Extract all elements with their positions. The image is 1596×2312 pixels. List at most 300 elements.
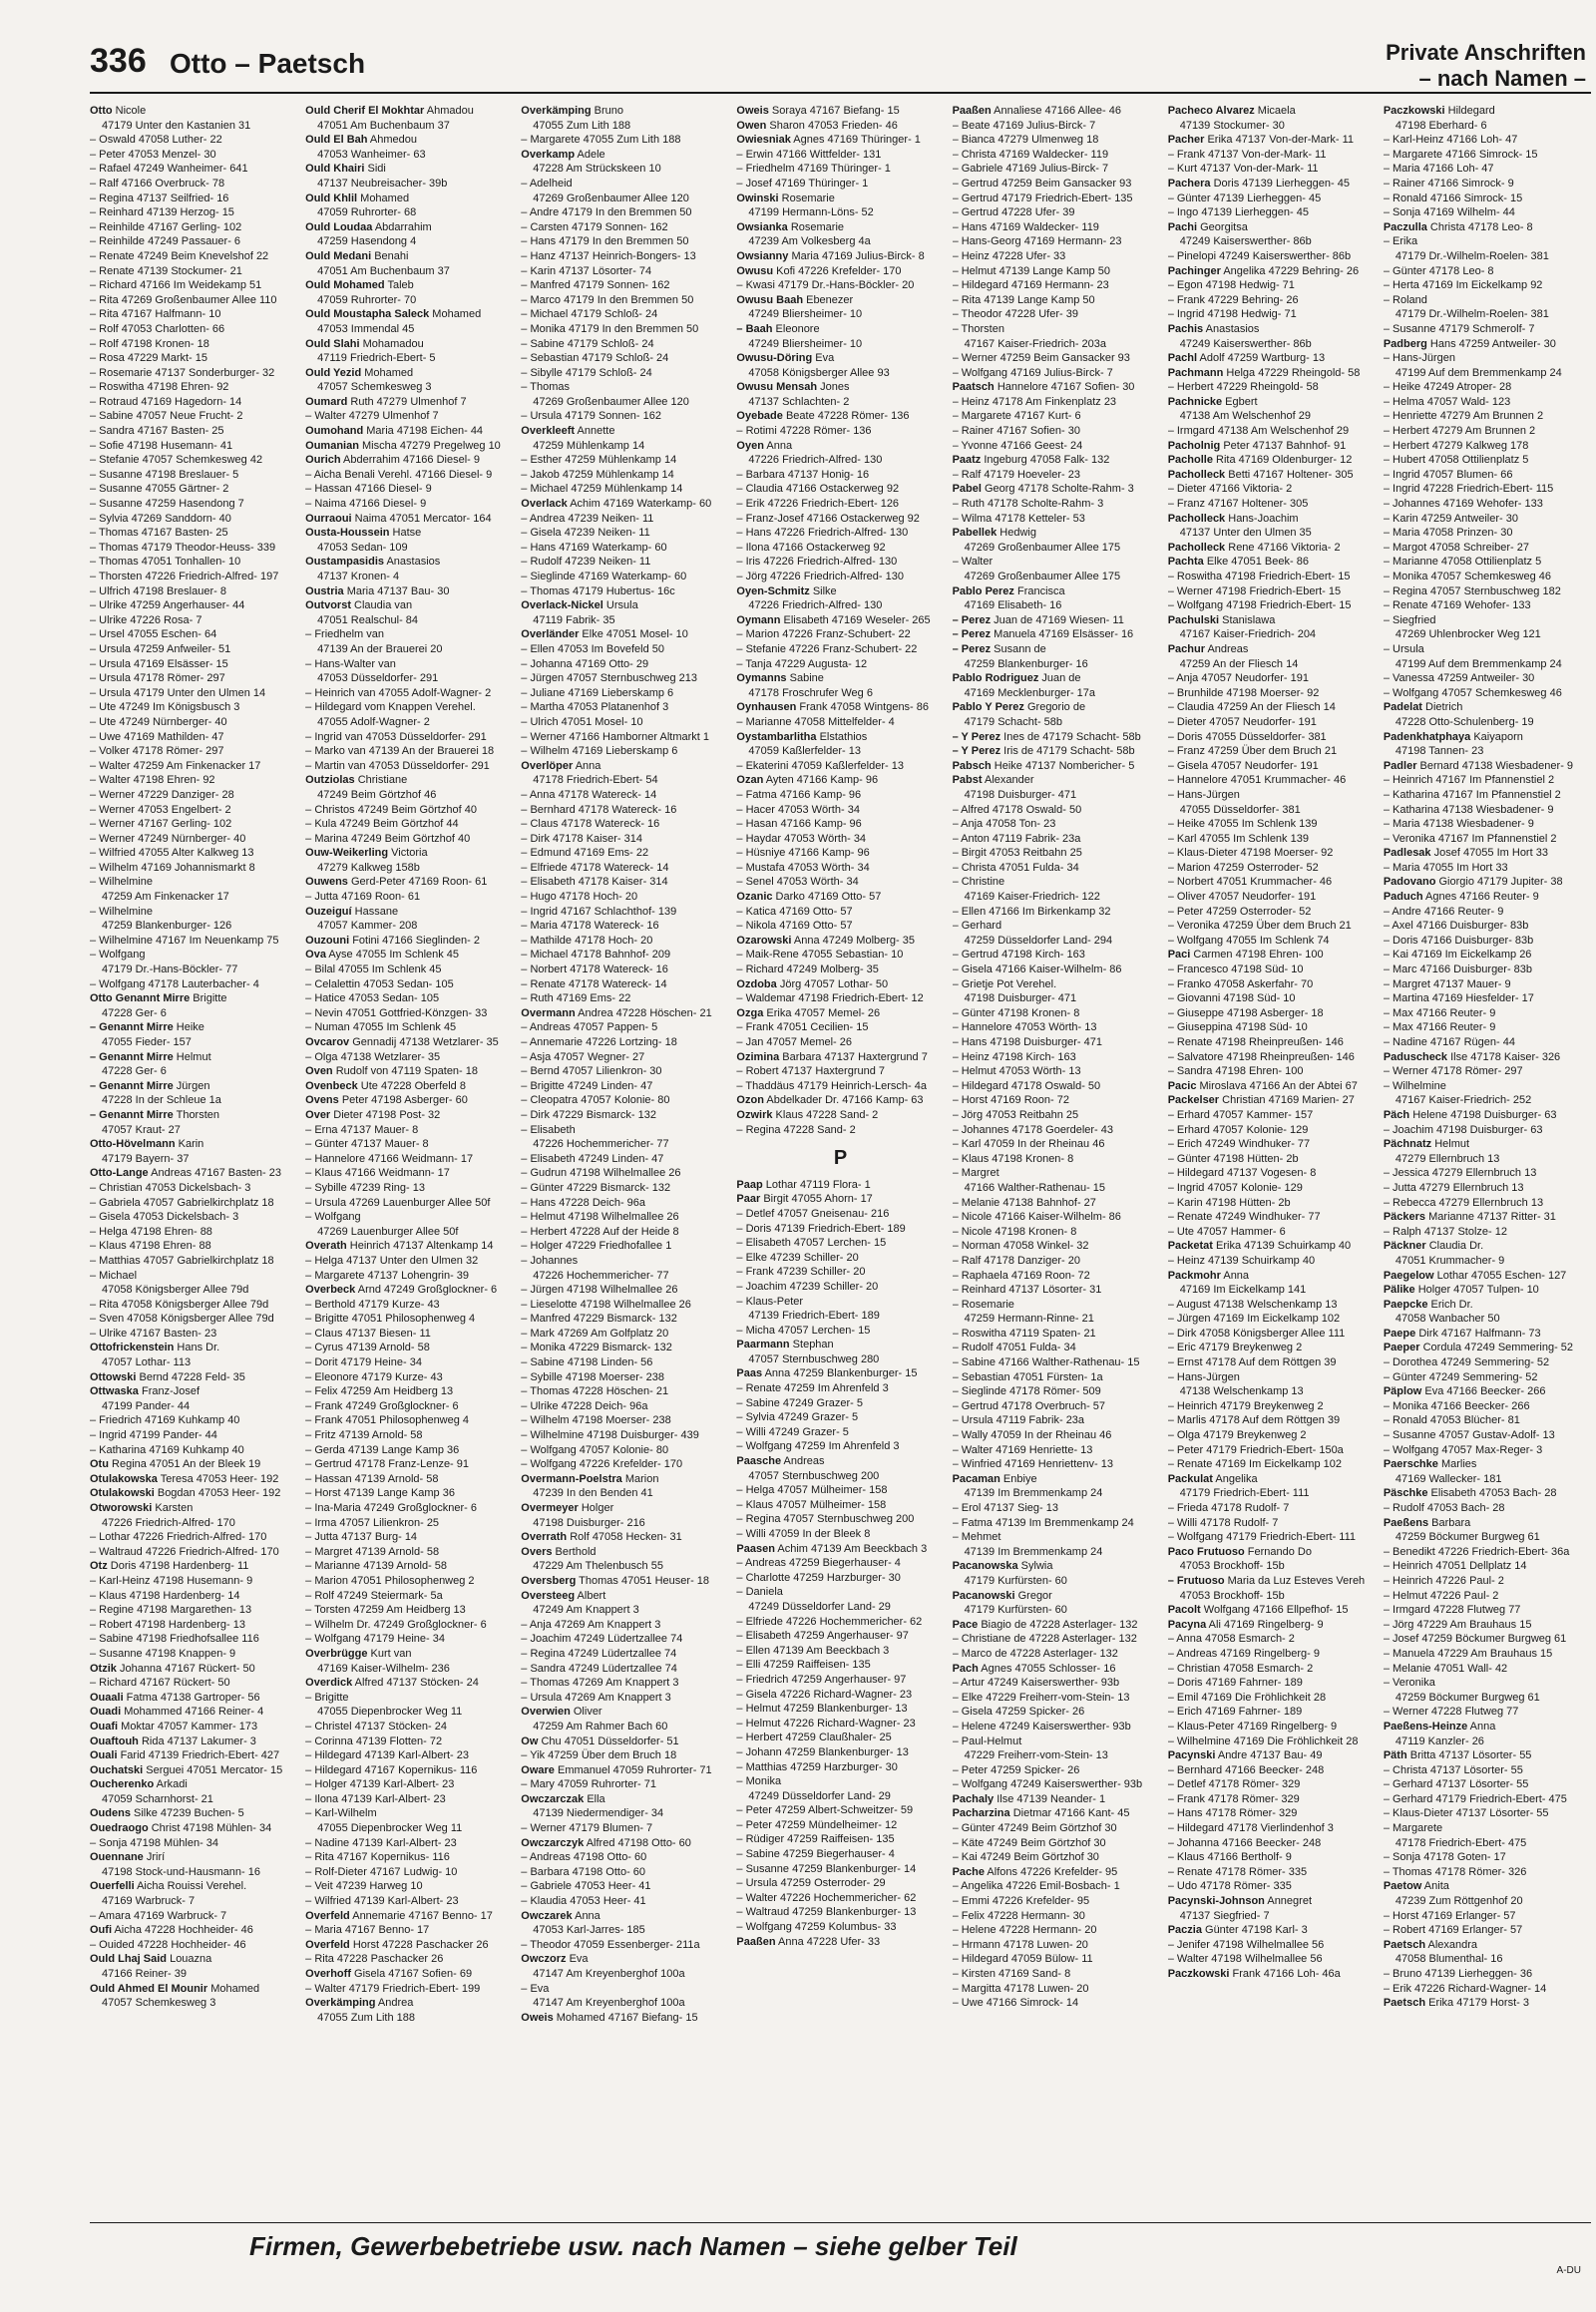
directory-entry bbox=[953, 220, 1160, 235]
entry-details: – Hasan 47166 Kamp- 96 bbox=[736, 818, 862, 831]
entry-details: – Hrmann 47178 Luwen- 20 bbox=[952, 1938, 1088, 1951]
entry-surname: Over bbox=[305, 1108, 331, 1121]
entry-details: Arnd 47249 Großglockner- 6 bbox=[355, 1284, 498, 1297]
entry-surname: Owczarczak bbox=[521, 1792, 585, 1805]
directory-entry bbox=[736, 1803, 944, 1818]
directory-entry bbox=[521, 1355, 728, 1370]
entry-surname: Overdick bbox=[305, 1677, 353, 1690]
directory-entry bbox=[521, 1850, 728, 1865]
entry-surname: Paar bbox=[736, 1193, 761, 1206]
entry-details: Rene 47166 Viktoria- 2 bbox=[1225, 541, 1341, 554]
entry-surname: – Genannt Mirre bbox=[90, 1050, 174, 1063]
directory-entry bbox=[1384, 1384, 1591, 1399]
entry-details: 47139 Im Bremmenkamp 24 bbox=[964, 1487, 1103, 1500]
directory-entry bbox=[953, 1283, 1160, 1298]
directory-entry bbox=[953, 1894, 1160, 1909]
directory-entry bbox=[90, 1777, 297, 1792]
entry-details: – Rotimi 47228 Römer- 136 bbox=[736, 425, 872, 438]
entry-details: – Susanne 47198 Breslauer- 5 bbox=[90, 468, 239, 481]
entry-details: Hans Dr. bbox=[174, 1342, 220, 1354]
directory-entry bbox=[305, 1662, 513, 1677]
entry-details: 47138 Welschenkamp 13 bbox=[1179, 1385, 1304, 1398]
entry-details: – Ulrike 47226 Rosa- 7 bbox=[90, 613, 202, 626]
entry-details: Klaus 47228 Sand- 2 bbox=[772, 1108, 879, 1121]
entry-surname: Pächnatz bbox=[1383, 1138, 1432, 1151]
directory-entry bbox=[736, 803, 944, 818]
directory-entry bbox=[1384, 205, 1591, 220]
entry-details: – Ilona 47166 Ostackerweg 92 bbox=[736, 541, 886, 554]
entry-details: – Emmi 47226 Krefelder- 95 bbox=[952, 1895, 1090, 1908]
entry-details: – Heinrich 47051 Dellplatz 14 bbox=[1383, 1560, 1527, 1573]
directory-entry bbox=[521, 220, 728, 235]
directory-entry bbox=[736, 1006, 944, 1021]
entry-details: – Sieglinde 47178 Römer- 509 bbox=[952, 1385, 1101, 1398]
entry-details: – Susanne 47057 Gustav-Adolf- 13 bbox=[1383, 1429, 1555, 1442]
directory-entry bbox=[90, 1269, 297, 1284]
entry-details: Anna bbox=[573, 759, 601, 772]
directory-entry bbox=[736, 1615, 944, 1630]
directory-entry bbox=[1384, 1559, 1591, 1574]
directory-entry bbox=[953, 409, 1160, 424]
entry-details: – Friedrich 47259 Angerhauser- 97 bbox=[736, 1673, 907, 1686]
directory-entry bbox=[953, 919, 1160, 934]
directory-entry bbox=[953, 642, 1160, 657]
entry-details: – Günter 47249 Beim Görtzhof 30 bbox=[952, 1822, 1117, 1835]
entry-details: – Rita 47139 Lange Kamp 50 bbox=[952, 293, 1095, 306]
entry-details: – Ulrike 47259 Angerhauser- 44 bbox=[90, 599, 245, 612]
directory-entry bbox=[1168, 380, 1376, 395]
entry-details: – Wilhelmine bbox=[90, 876, 153, 889]
entry-details: – Norbert 47178 Watereck- 16 bbox=[521, 963, 668, 976]
entry-surname: Pachl bbox=[1167, 352, 1198, 365]
directory-entry bbox=[1384, 395, 1591, 410]
directory-entry bbox=[736, 744, 944, 759]
directory-entry bbox=[1384, 177, 1591, 192]
directory-entry bbox=[1168, 671, 1376, 686]
entry-details: – Hildegard 47137 Vogesen- 8 bbox=[1167, 1167, 1317, 1180]
entry-details: – Ursula 47269 Lauenburger Allee 50f bbox=[305, 1196, 491, 1209]
entry-details: – Margret bbox=[952, 1167, 999, 1180]
entry-details: – Renate 47198 Rheinpreußen- 146 bbox=[1167, 1036, 1344, 1048]
directory-entry bbox=[953, 1312, 1160, 1327]
directory-entry bbox=[90, 1792, 297, 1807]
directory-entry bbox=[521, 1006, 728, 1021]
directory-entry bbox=[1384, 1647, 1591, 1662]
entry-details: 47229 Freiherr-vom-Stein- 13 bbox=[964, 1749, 1108, 1762]
directory-entry bbox=[90, 905, 297, 920]
entry-details: 47057 Kraut- 27 bbox=[102, 1123, 181, 1136]
entry-details: – Ingo 47139 Lierheggen- 45 bbox=[1167, 206, 1309, 219]
entry-details: – Yvonne 47166 Geest- 24 bbox=[952, 439, 1083, 452]
directory-entry bbox=[1384, 104, 1591, 119]
entry-details: 47249 Kaiserswerther- 86b bbox=[1179, 337, 1312, 350]
directory-entry bbox=[305, 977, 513, 992]
entry-details: Susann de bbox=[991, 642, 1046, 655]
entry-details: – Melanie 47138 Bahnhof- 27 bbox=[952, 1196, 1096, 1209]
entry-details: – Edmund 47169 Ems- 22 bbox=[521, 847, 649, 860]
entry-details: 47139 Friedrich-Ebert- 189 bbox=[748, 1310, 880, 1323]
entry-details: – Karin 47198 Hütten- 2b bbox=[1167, 1196, 1291, 1209]
entry-details: 47055 Zum Lith 188 bbox=[317, 2011, 415, 2024]
entry-details: Helmut bbox=[173, 1050, 211, 1063]
entry-details: – Susanne 47259 Blankenburger- 14 bbox=[736, 1862, 917, 1875]
entry-details: – Naima 47166 Diesel- 9 bbox=[305, 498, 427, 511]
entry-surname: Ould Loudaa bbox=[305, 220, 373, 233]
entry-surname: Pacholleck bbox=[1167, 468, 1226, 481]
directory-entry bbox=[1168, 1909, 1376, 1924]
directory-entry bbox=[305, 395, 513, 410]
entry-details: – Sabine 47166 Walther-Rathenau- 15 bbox=[952, 1356, 1140, 1369]
entry-details: – Marianne 47058 Mittelfelder- 4 bbox=[736, 715, 895, 728]
entry-details: – Ina-Maria 47249 Großglockner- 6 bbox=[305, 1502, 477, 1514]
entry-details: Mohamed bbox=[357, 192, 410, 204]
entry-details: Thorsten bbox=[173, 1108, 220, 1121]
entry-surname: Oversteeg bbox=[521, 1589, 576, 1602]
directory-entry bbox=[90, 1093, 297, 1108]
entry-details: – Hildegard 47139 Karl-Albert- 23 bbox=[305, 1749, 470, 1762]
entry-surname: Paduscheck bbox=[1383, 1050, 1448, 1063]
directory-entry bbox=[953, 1923, 1160, 1938]
directory-entry bbox=[305, 1443, 513, 1458]
entry-details: Andreas 47167 Basten- 23 bbox=[148, 1167, 281, 1180]
directory-entry bbox=[1384, 148, 1591, 163]
directory-entry bbox=[521, 453, 728, 468]
entry-details: – Felix 47259 Am Heidberg 13 bbox=[305, 1385, 454, 1398]
entry-details: – Gerhard bbox=[952, 920, 1002, 933]
entry-details: – Nadine 47167 Rügen- 44 bbox=[1383, 1036, 1515, 1048]
directory-entry bbox=[953, 759, 1160, 774]
directory-entry bbox=[90, 890, 297, 905]
entry-details: Andre 47137 Bau- 49 bbox=[1215, 1749, 1323, 1762]
directory-entry bbox=[521, 642, 728, 657]
directory-entry bbox=[305, 846, 513, 861]
directory-entry bbox=[736, 627, 944, 642]
entry-details: – Max 47166 Reuter- 9 bbox=[1383, 1021, 1496, 1034]
entry-details: – Gisela 47259 Spicker- 26 bbox=[952, 1706, 1085, 1719]
entry-surname: Overfeld bbox=[305, 1909, 350, 1922]
entry-surname: Overkämping bbox=[521, 105, 592, 117]
directory-entry bbox=[736, 1079, 944, 1094]
directory-entry bbox=[521, 1545, 728, 1560]
entry-details: – Waltraud 47259 Blankenburger- 13 bbox=[736, 1906, 917, 1919]
directory-entry bbox=[1168, 395, 1376, 410]
entry-details: Biagio de 47228 Asterlager- 132 bbox=[978, 1618, 1138, 1631]
directory-entry bbox=[1384, 1472, 1591, 1487]
entry-details: – Winfried 47169 Henriettenv- 13 bbox=[952, 1458, 1113, 1471]
entry-details: – Thomas 47051 Tonhallen- 10 bbox=[90, 556, 241, 569]
directory-entry bbox=[1384, 1006, 1591, 1021]
entry-details: – Helmut 47226 Paul- 2 bbox=[1383, 1589, 1499, 1602]
directory-entry bbox=[1384, 817, 1591, 832]
entry-details: – Ronald 47166 Simrock- 15 bbox=[1383, 192, 1523, 204]
entry-details: – Artur 47249 Kaiserswerther- 93b bbox=[952, 1677, 1120, 1690]
directory-entry bbox=[305, 963, 513, 977]
directory-entry bbox=[953, 875, 1160, 890]
entry-details: Aicha Rouissi Verehel. bbox=[134, 1880, 247, 1893]
directory-entry bbox=[953, 453, 1160, 468]
directory-entry bbox=[736, 1035, 944, 1050]
directory-entry bbox=[953, 1559, 1160, 1574]
directory-entry bbox=[90, 671, 297, 686]
entry-details: – Robert 47169 Erlanger- 57 bbox=[1383, 1924, 1523, 1937]
entry-surname: Owusu-Döring bbox=[736, 352, 813, 365]
directory-entry bbox=[953, 1079, 1160, 1094]
entry-details: – Thomas 47179 Hubertus- 16c bbox=[521, 584, 675, 597]
entry-details: – Marianne 47139 Arnold- 58 bbox=[305, 1560, 448, 1573]
entry-details: 47059 Scharnhorst- 21 bbox=[102, 1792, 213, 1805]
directory-entry bbox=[90, 803, 297, 818]
directory-entry bbox=[305, 1850, 513, 1865]
directory-entry bbox=[90, 351, 297, 366]
directory-entry bbox=[1168, 482, 1376, 497]
entry-surname: Overmeyer bbox=[521, 1502, 579, 1514]
entry-details: Britta 47137 Lösorter- 55 bbox=[1406, 1749, 1532, 1762]
directory-entry bbox=[1384, 366, 1591, 381]
entry-details: – Hatice 47053 Sedan- 105 bbox=[305, 992, 440, 1005]
entry-details: 47259 Düsseldorfer Land- 294 bbox=[964, 934, 1113, 947]
entry-details: – Heinrich 47226 Paul- 2 bbox=[1383, 1574, 1504, 1587]
entry-details: 47179 Bayern- 37 bbox=[102, 1152, 190, 1165]
entry-details: 47051 Krummacher- 9 bbox=[1395, 1254, 1505, 1267]
entry-details: Alfred 47137 Stöcken- 24 bbox=[352, 1677, 479, 1690]
entry-details: – Marion 47259 Osterroder- 52 bbox=[1167, 861, 1319, 874]
directory-entry bbox=[1168, 1647, 1376, 1662]
directory-entry bbox=[953, 1676, 1160, 1691]
directory-entry bbox=[305, 1413, 513, 1428]
directory-entry bbox=[521, 205, 728, 220]
directory-entry bbox=[90, 1632, 297, 1647]
directory-entry bbox=[1168, 788, 1376, 803]
entry-details: – Franz-Josef 47166 Ostackerweg 92 bbox=[736, 512, 920, 525]
entry-details: – Heinz 47228 Ufer- 33 bbox=[952, 249, 1066, 262]
directory-entry bbox=[305, 1501, 513, 1516]
directory-entry bbox=[1384, 468, 1591, 483]
directory-entry bbox=[305, 1938, 513, 1953]
directory-entry bbox=[90, 1996, 297, 2011]
directory-entry bbox=[521, 1239, 728, 1254]
directory-entry bbox=[953, 148, 1160, 163]
directory-entry bbox=[953, 1269, 1160, 1284]
entry-details: – Franz 47167 Holtener- 305 bbox=[1167, 498, 1309, 511]
directory-entry bbox=[1384, 1632, 1591, 1647]
entry-details: – Andreas 47057 Pappen- 5 bbox=[521, 1021, 658, 1034]
directory-entry bbox=[1384, 234, 1591, 249]
entry-surname: Oustria bbox=[305, 584, 344, 597]
directory-entry bbox=[1384, 1108, 1591, 1123]
directory-entry bbox=[1168, 948, 1376, 963]
entry-details: 47269 Großenbaumer Allee 175 bbox=[964, 541, 1121, 554]
directory-entry bbox=[305, 773, 513, 788]
entry-details: – Ingrid 47167 Schlachthof- 139 bbox=[521, 905, 677, 918]
entry-details: Arkadi bbox=[154, 1778, 188, 1791]
directory-entry bbox=[1384, 905, 1591, 920]
entry-surname: Päckner bbox=[1383, 1240, 1426, 1253]
directory-entry bbox=[305, 293, 513, 308]
directory-entry bbox=[953, 177, 1160, 192]
directory-entry bbox=[305, 817, 513, 832]
entry-surname: Packulat bbox=[1167, 1472, 1213, 1485]
entry-details: – Werner 47259 Beim Gansacker 93 bbox=[952, 352, 1130, 365]
entry-surname: Paeßens-Heinze bbox=[1383, 1720, 1468, 1733]
entry-details: – Raphaela 47169 Roon- 72 bbox=[952, 1269, 1090, 1282]
entry-details: – Rosemarie bbox=[952, 1298, 1014, 1311]
entry-details: Anna bbox=[1220, 1269, 1250, 1282]
directory-entry bbox=[736, 1295, 944, 1310]
entry-details: 47199 Pander- 44 bbox=[102, 1399, 191, 1412]
directory-entry bbox=[521, 700, 728, 715]
directory-entry bbox=[1168, 861, 1376, 876]
entry-surname: Paco Frutuoso bbox=[1167, 1545, 1245, 1558]
directory-entry bbox=[1168, 1530, 1376, 1545]
directory-entry bbox=[736, 1688, 944, 1703]
entry-details: – Hanz 47137 Heinrich-Bongers- 13 bbox=[521, 249, 696, 262]
entry-surname: Paepcke bbox=[1383, 1298, 1428, 1311]
directory-entry bbox=[1168, 1225, 1376, 1240]
directory-entry bbox=[1384, 700, 1591, 715]
directory-column bbox=[953, 104, 1160, 2208]
directory-entry bbox=[305, 526, 513, 541]
directory-entry bbox=[521, 1647, 728, 1662]
directory-entry bbox=[521, 192, 728, 206]
directory-entry bbox=[1168, 264, 1376, 279]
directory-entry bbox=[90, 977, 297, 992]
directory-entry bbox=[1384, 1923, 1591, 1938]
entry-details: – Werner 47178 Römer- 297 bbox=[1383, 1065, 1523, 1078]
entry-details: – Margot 47058 Schreiber- 27 bbox=[1383, 541, 1529, 554]
directory-entry bbox=[736, 424, 944, 439]
directory-entry bbox=[953, 1064, 1160, 1079]
entry-details: – Joachim 47249 Lüdertzallee 74 bbox=[521, 1633, 683, 1646]
entry-details: 47259 Böckumer Burgweg 61 bbox=[1395, 1691, 1540, 1704]
entry-details: Jörg 47057 Lothar- 50 bbox=[776, 977, 889, 990]
entry-surname: Paduch bbox=[1383, 891, 1423, 904]
directory-entry bbox=[521, 817, 728, 832]
entry-details: – Ulrike 47228 Deich- 96a bbox=[521, 1399, 648, 1412]
entry-details: – Walter 47198 Wilhelmallee 56 bbox=[1167, 1953, 1323, 1966]
entry-details: – Gertrud 47179 Friedrich-Ebert- 135 bbox=[952, 192, 1133, 204]
directory-entry bbox=[736, 1571, 944, 1586]
directory-entry bbox=[1384, 1734, 1591, 1749]
entry-details: – Jutta 47137 Burg- 14 bbox=[305, 1531, 418, 1544]
entry-surname: Oynhausen bbox=[736, 701, 797, 714]
directory-entry bbox=[953, 861, 1160, 876]
entry-details: 47169 Elisabeth- 16 bbox=[964, 599, 1062, 612]
entry-details: – Regina 47057 Sternbuschweg 200 bbox=[736, 1513, 915, 1526]
entry-surname: – Perez bbox=[952, 628, 992, 641]
entry-details: – Doris 47166 Duisburger- 83b bbox=[1383, 934, 1534, 947]
entry-details: 47179 Dr.-Hans-Böckler- 77 bbox=[102, 963, 238, 976]
entry-details: – Wilhelm Dr. 47249 Großglockner- 6 bbox=[305, 1618, 487, 1631]
directory-entry bbox=[1384, 1748, 1591, 1763]
entry-details: Frank 47058 Wintgens- 86 bbox=[796, 701, 930, 714]
entry-details: – Charlotte 47259 Harzburger- 30 bbox=[736, 1571, 901, 1584]
entry-details: Agnes 47166 Reuter- 9 bbox=[1422, 891, 1539, 904]
directory-entry bbox=[736, 1702, 944, 1717]
entry-details: 47259 Mühlenkamp 14 bbox=[533, 439, 645, 452]
entry-details: – Roswitha 47198 Ehren- 92 bbox=[90, 381, 229, 394]
directory-entry bbox=[736, 846, 944, 861]
entry-details: – Joachim 47198 Duisburger- 63 bbox=[1383, 1123, 1543, 1136]
directory-entry bbox=[953, 234, 1160, 249]
entry-details: – Renate 47139 Stockumer- 21 bbox=[90, 264, 242, 277]
directory-entry bbox=[90, 497, 297, 512]
directory-entry bbox=[1168, 1457, 1376, 1472]
directory-entry bbox=[521, 395, 728, 410]
entry-details: 47057 Sternbuschweg 200 bbox=[748, 1469, 880, 1482]
directory-entry bbox=[736, 613, 944, 628]
entry-surname: Ourich bbox=[305, 454, 341, 467]
directory-entry bbox=[953, 1632, 1160, 1647]
directory-entry bbox=[521, 919, 728, 934]
directory-entry bbox=[305, 991, 513, 1006]
directory-entry bbox=[953, 1239, 1160, 1254]
entry-details: – Elisabeth 47057 Lerchen- 15 bbox=[736, 1237, 887, 1250]
directory-entry bbox=[736, 875, 944, 890]
directory-entry bbox=[305, 788, 513, 803]
directory-entry bbox=[90, 1428, 297, 1443]
directory-entry bbox=[1384, 977, 1591, 992]
directory-entry bbox=[90, 119, 297, 134]
directory-entry bbox=[521, 322, 728, 337]
directory-entry bbox=[305, 307, 513, 322]
directory-entry bbox=[953, 1020, 1160, 1035]
directory-entry bbox=[1168, 337, 1376, 352]
directory-entry bbox=[305, 1516, 513, 1531]
directory-entry bbox=[1168, 1632, 1376, 1647]
directory-entry bbox=[736, 1658, 944, 1673]
entry-details: – Erich 47249 Windhuker- 77 bbox=[1167, 1138, 1311, 1151]
entry-details: Sabine bbox=[786, 672, 824, 685]
directory-entry bbox=[521, 278, 728, 293]
directory-entry bbox=[521, 104, 728, 119]
entry-surname: Paetsch bbox=[1383, 1997, 1426, 2010]
entry-details: – Alfred 47178 Oswald- 50 bbox=[952, 803, 1082, 816]
directory-entry bbox=[1384, 337, 1591, 352]
directory-entry bbox=[90, 846, 297, 861]
entry-details: – Dorothea 47249 Semmering- 52 bbox=[1383, 1356, 1550, 1369]
directory-entry bbox=[1384, 453, 1591, 468]
entry-details: – Hildegard 47178 Oswald- 50 bbox=[952, 1079, 1101, 1092]
entry-details: – Regine 47198 Margarethen- 13 bbox=[90, 1604, 252, 1617]
directory-entry bbox=[90, 439, 297, 454]
entry-surname: Oware bbox=[521, 1763, 555, 1776]
directory-entry bbox=[521, 1982, 728, 1997]
directory-entry bbox=[1384, 1938, 1591, 1953]
directory-entry bbox=[1168, 220, 1376, 235]
entry-surname: Pacanowski bbox=[952, 1589, 1015, 1602]
directory-entry bbox=[736, 1542, 944, 1557]
directory-entry bbox=[1384, 1806, 1591, 1821]
entry-details: – Erol 47137 Sieg- 13 bbox=[952, 1502, 1058, 1514]
entry-details: – Pinelopi 47249 Kaiserswerther- 86b bbox=[1167, 249, 1352, 262]
entry-details: Gregorio de bbox=[1023, 701, 1086, 714]
entry-details: – Jenifer 47198 Wilhelmallee 56 bbox=[1167, 1938, 1325, 1951]
directory-entry bbox=[1384, 1763, 1591, 1778]
entry-details: – Wally 47059 In der Rheinau 46 bbox=[952, 1429, 1112, 1442]
entry-details: – Herbert 47259 Claußhaler- 25 bbox=[736, 1732, 892, 1744]
directory-entry bbox=[953, 1967, 1160, 1982]
entry-surname: Paeper bbox=[1383, 1342, 1420, 1354]
entry-details: – Renate 47259 Im Ahrenfeld 3 bbox=[736, 1382, 889, 1395]
directory-entry bbox=[953, 278, 1160, 293]
directory-entry bbox=[953, 1443, 1160, 1458]
entry-details: 47179 Unter den Kastanien 31 bbox=[102, 119, 251, 132]
directory-entry bbox=[953, 1545, 1160, 1560]
entry-surname: Overländer bbox=[521, 628, 580, 641]
entry-details: 47139 Im Bremmenkamp 24 bbox=[964, 1545, 1103, 1558]
entry-details: – Brunhilde 47198 Moerser- 92 bbox=[1167, 686, 1320, 699]
directory-entry bbox=[90, 366, 297, 381]
